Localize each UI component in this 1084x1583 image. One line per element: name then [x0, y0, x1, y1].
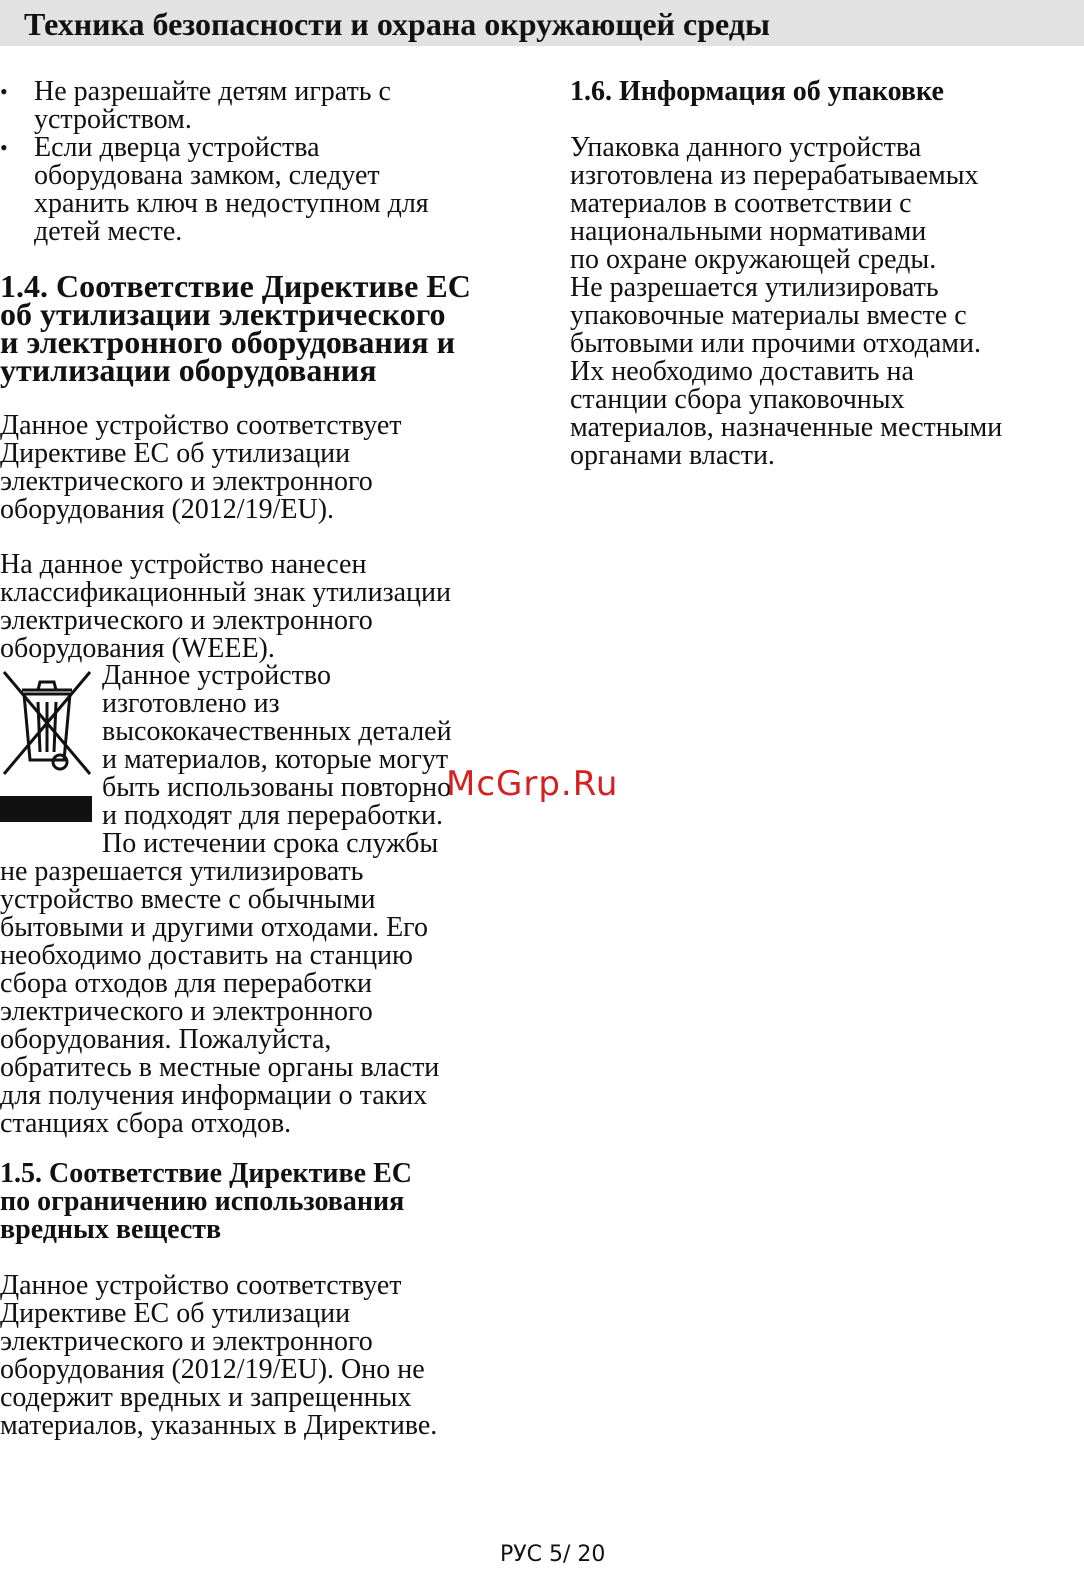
page-title: Техника безопасности и охрана окружающей среды [24, 6, 770, 42]
page-number: РУС 5/ 20 [500, 1542, 606, 1567]
header-bar [0, 0, 1084, 46]
bullet-dot-icon: • [0, 135, 8, 160]
bullet-line: Если дверца устройства [34, 132, 320, 163]
paragraph-beside-icon: Данное устройство изготовлено из высококачественных деталей и материалов, которые могут быть использованы повторно и подходят для переработки. По истечении срока службы [102, 660, 452, 859]
section-heading-1-6: 1.6. Информация об упаковке [570, 76, 944, 107]
paragraph: На данное устройство нанесен классификационный знак утилизации электрического и электронного оборудования (WEEE). [0, 549, 452, 664]
bullet-line: хранить ключ в недоступном для [34, 188, 429, 219]
bullet-line: Не разрешайте детям играть с [34, 76, 391, 107]
crossed-out-wheelie-bin-icon [0, 668, 94, 824]
paragraph: Данное устройство соответствует Директиве ЕС об утилизации электрического и электронного оборудования (2012/19/EU). Оно не содержит вредных и запрещенных материалов, указанных в Директиве. [0, 1270, 438, 1441]
section-heading-1-5: 1.5. Соответствие Директиве ЕС по ограничению использования вредных веществ [0, 1158, 412, 1245]
paragraph: не разрешается утилизировать устройство вместе с обычными бытовыми и другими отходами. Его необходимо доставить на станцию сбора отходов для переработки электрического и электронного оборудования. Пожалуйста, обратитесь в местные органы власти для получения информации о таких станциях сбора отходов. [0, 856, 440, 1139]
paragraph: Упаковка данного устройства изготовлена из перерабатываемых материалов в соответствии с национальными нормативами по охране окружающей среды. Не разрешается утилизировать упаковочные материалы вместе с бытовыми или прочими отходами. Их необходимо доставить на станции сбора упаковочных материалов, назначенные местными органами власти. [570, 132, 1003, 471]
watermark: McGrp.Ru [446, 764, 619, 804]
bullet-dot-icon: • [0, 79, 8, 104]
bullet-line: детей месте. [34, 216, 183, 247]
bullet-line: оборудована замком, следует [34, 160, 380, 191]
paragraph: Данное устройство соответствует Директиве ЕС об утилизации электрического и электронного оборудования (2012/19/EU). [0, 410, 402, 525]
bullet-line: устройством. [34, 104, 192, 135]
section-heading-1-4: 1.4. Соответствие Директиве ЕС об утилизации электрического и электронного оборудования и утилизации оборудования [0, 268, 471, 388]
